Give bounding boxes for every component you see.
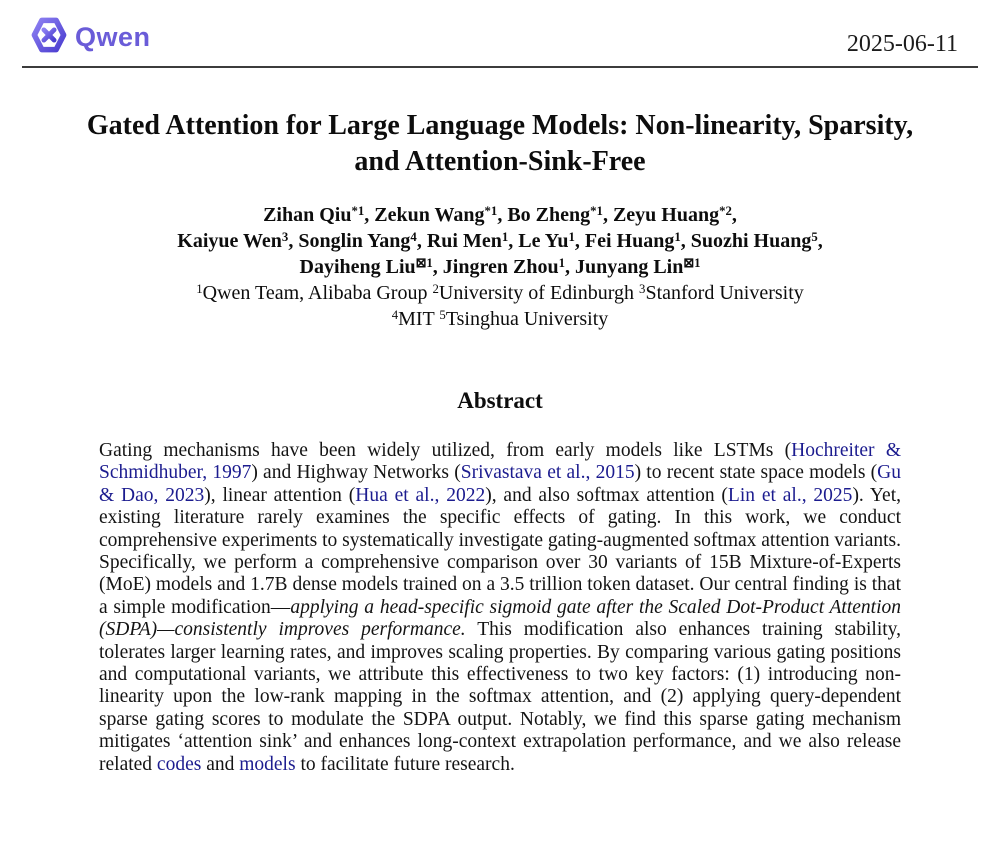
- text-segment: ,: [731, 204, 737, 226]
- text-segment: Zihan Qiu: [263, 204, 352, 226]
- citation-link[interactable]: Hochreiter & Schmidhuber, 1997: [99, 440, 901, 484]
- qwen-logo-text: Qwen: [75, 22, 151, 52]
- text-segment: Tsinghua University: [445, 308, 609, 330]
- affiliation-line: [0, 306, 1000, 332]
- author-line: [0, 202, 1000, 228]
- text-segment: 1: [501, 230, 509, 245]
- text-segment: , Suozhi Huang: [680, 230, 812, 252]
- text-segment: ). Yet, existing literature rarely examines the specific effects of gating. In this work, we conduct comprehensive experiments to systematically investigate gating-augmented softmax attention variants. Specifically, we perform a comprehensive comparison over 30 variants of 15B Mixture-of-Experts (MoE) models and 1.7B dense models trained on a 3.5 trillion token dataset. Our central finding is that a simple modification—: [99, 484, 902, 618]
- text-segment: , Le Yu: [508, 230, 569, 252]
- text-segment: and: [201, 753, 240, 775]
- text-segment: , Songlin Yang: [288, 230, 411, 252]
- paper-title: [0, 108, 1000, 180]
- paper-title-line2: and Attention-Sink-Free: [354, 146, 646, 177]
- text-segment: MIT: [398, 308, 440, 330]
- abstract-text: [99, 440, 901, 776]
- text-segment: 1: [674, 230, 681, 245]
- citation-link[interactable]: models: [239, 753, 296, 775]
- text-segment: 4: [410, 230, 417, 245]
- text-segment: 1: [558, 256, 565, 271]
- text-segment: 3: [639, 282, 646, 297]
- text-segment: applying a head-specific sigmoid gate after the Scaled Dot-Product Attention (SDPA)—consistently improves performance.: [99, 596, 901, 641]
- text-segment: ⊠1: [683, 256, 701, 271]
- text-segment: , Zeyu Huang: [602, 204, 720, 226]
- text-segment: Qwen Team, Alibaba Group: [202, 282, 433, 304]
- text-segment: , Zekun Wang: [364, 204, 485, 226]
- text-segment: 3: [281, 230, 289, 245]
- qwen-logo-icon: [30, 16, 68, 59]
- text-segment: 5: [439, 308, 446, 323]
- text-segment: ,: [817, 230, 823, 252]
- author-line: [0, 228, 1000, 254]
- text-segment: to facilitate future research.: [295, 753, 515, 775]
- text-segment: Kaiyue Wen: [177, 230, 282, 252]
- text-segment: , Fei Huang: [574, 230, 675, 252]
- text-segment: 1: [196, 282, 203, 297]
- text-segment: Dayiheng Liu: [299, 256, 416, 278]
- text-segment: This modification also enhances training stability, tolerates larger learning rates, and improves scaling properties. By comparing various gating positions and computational variants, we attribute this effectiveness to two key factors: (1) introducing non-linearity upon the low-rank mapping in the softmax attention, and (2) applying query-dependent sparse gating scores to modulate the SDPA output. Notably, we find this sparse gating mechanism mitigates ‘attention sink’ and enhances long-context extrapolation performance, and we also release related: [99, 619, 902, 775]
- text-segment: ) to recent state space models (: [634, 462, 878, 484]
- author-line: [0, 254, 1000, 280]
- citation-link[interactable]: codes: [156, 753, 202, 775]
- paper-title-line1: Gated Attention for Large Language Models: Non-linearity, Sparsity,: [86, 110, 914, 141]
- text-segment: , Rui Men: [416, 230, 502, 252]
- qwen-logo: [30, 16, 151, 59]
- affiliation-line: [0, 280, 1000, 306]
- text-segment: *2: [719, 204, 732, 219]
- text-segment: ⊠1: [415, 256, 433, 271]
- text-segment: ) and Highway Networks (: [251, 462, 461, 484]
- paper-date: 2025-06-11: [846, 31, 958, 57]
- text-segment: Stanford University: [645, 282, 804, 304]
- text-segment: , Jingren Zhou: [432, 256, 559, 278]
- page-header: [22, 0, 978, 68]
- text-segment: ), linear attention (: [204, 484, 356, 506]
- text-segment: 1: [568, 230, 575, 245]
- text-segment: University of Edinburgh: [438, 282, 640, 304]
- author-list: [0, 202, 1000, 280]
- text-segment: , Bo Zheng: [497, 204, 591, 226]
- text-segment: *1: [590, 204, 603, 219]
- citation-link[interactable]: Lin et al., 2025: [727, 484, 853, 506]
- affiliation-list: [0, 280, 1000, 332]
- text-segment: *1: [484, 204, 498, 219]
- citation-link[interactable]: Srivastava et al., 2015: [460, 462, 635, 484]
- citation-link[interactable]: Gu & Dao, 2023: [99, 462, 901, 506]
- text-segment: *1: [351, 204, 365, 219]
- text-segment: ), and also softmax attention (: [485, 484, 728, 506]
- citation-link[interactable]: Hua et al., 2022: [355, 484, 486, 506]
- text-segment: 4: [391, 308, 399, 323]
- text-segment: 5: [811, 230, 818, 245]
- text-segment: , Junyang Lin: [564, 256, 684, 278]
- abstract-heading: Abstract: [457, 388, 543, 413]
- text-segment: 2: [432, 282, 439, 297]
- text-segment: Gating mechanisms have been widely utilized, from early models like LSTMs (: [99, 440, 792, 461]
